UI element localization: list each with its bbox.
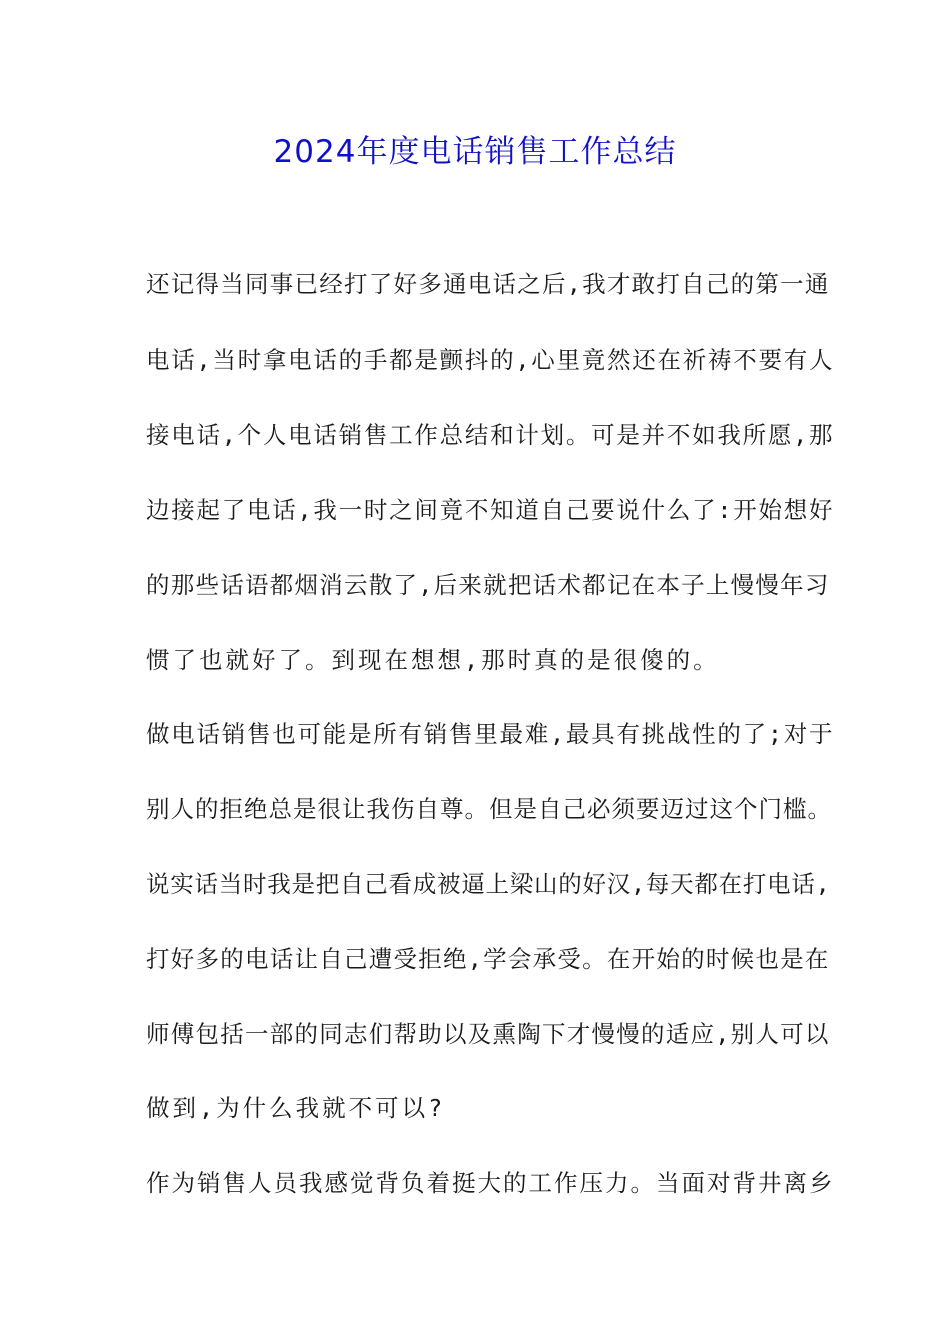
body-line-3: 接电话,个人电话销售工作总结和计划。可是并不如我所愿,那 (146, 421, 835, 449)
body-line-11: 师傅包括一部的同志们帮助以及熏陶下才慢慢的适应,别人可以 (146, 1020, 830, 1048)
body-line-7: 做电话销售也可能是所有销售里最难,最具有挑战性的了;对于 (146, 720, 835, 748)
body-line-4: 边接起了电话,我一时之间竟不知道自己要说什么了:开始想好 (146, 496, 835, 524)
body-line-5: 的那些话语都烟消云散了,后来就把话术都记在本子上慢慢年习 (146, 571, 830, 599)
body-line-10: 打好多的电话让自己遭受拒绝,学会承受。在开始的时候也是在 (146, 945, 830, 973)
body-line-9: 说实话当时我是把自己看成被逼上梁山的好汉,每天都在打电话, (146, 870, 831, 898)
body-line-1: 还记得当同事已经打了好多通电话之后,我才敢打自己的第一通 (146, 270, 830, 298)
body-line-6: 惯了也就好了。到现在想想,那时真的是很傻的。 (146, 646, 720, 674)
document-title: 2024年度电话销售工作总结 (273, 134, 677, 170)
body-line-12: 做到,为什么我就不可以? (146, 1094, 446, 1122)
body-line-8: 别人的拒绝总是很让我伤自尊。但是自己必须要迈过这个门槛。 (146, 795, 832, 823)
body-line-2: 电话,当时拿电话的手都是颤抖的,心里竟然还在祈祷不要有人 (146, 346, 835, 374)
body-line-13: 作为销售人员我感觉背负着挺大的工作压力。当面对背井离乡 (146, 1169, 835, 1197)
